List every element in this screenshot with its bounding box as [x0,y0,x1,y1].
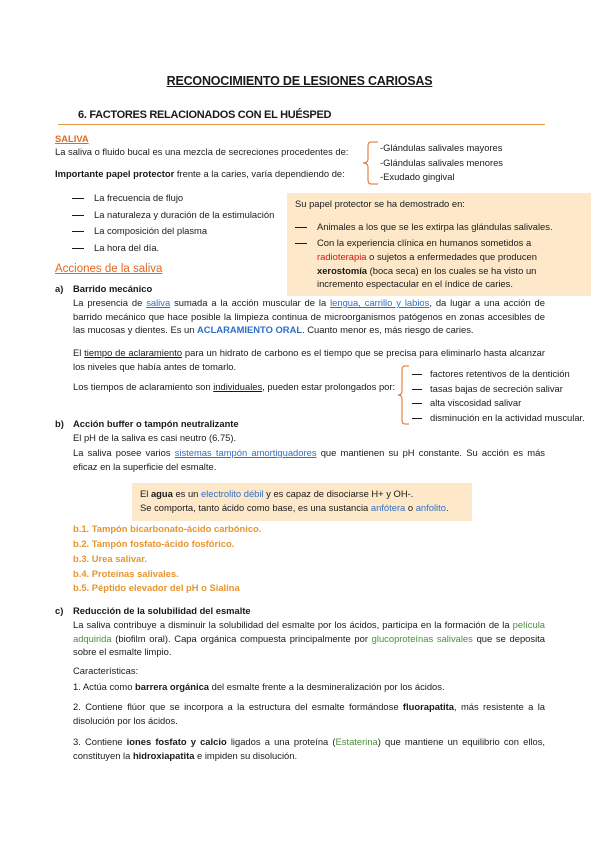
item-a-paragraph-3: Los tiempos de aclaramiento son individuales, pueden estar prolongados por: [73,381,396,392]
characteristic-3: 3. Contiene iones fosfato y calcio ligados a una proteína (Estaterina) que mantiene un equilibrio con ellos, constituyen la hidroxiapatita e impiden su disolución. [73,736,545,761]
list-item: b.3. Urea salivar. [73,552,148,564]
dash-marker [72,215,84,216]
water-note-box [132,483,472,521]
list-item: factores retentivos de la dentición [412,367,598,381]
item-c-paragraph-1: La saliva contribuye a disminuir la solubilidad del esmalte por los ácidos, participa en la formación de la película adquirida (biofilm oral). Capa orgánica compuesta principalmente por glucoproteínas salivales que se deposita sobre el esmalte limpio. [73,619,545,658]
acciones-heading: Acciones de la saliva [55,263,163,275]
intro-line: La saliva o fluido bucal es una mezcla de secreciones procedentes de: [55,146,349,157]
list-item: b.2. Tampón fosfato-ácido fosfórico. [73,537,235,549]
list-item: La frecuencia de flujo [72,191,292,205]
note-heading: Su papel protector se ha demostrado en: [295,198,465,209]
item-b-heading: b) Acción buffer o tampón neutralizante [55,418,239,429]
list-item: disminución en la actividad muscular. [412,411,598,425]
list-item: b.1. Tampón bicarbonato-ácido carbónico. [73,523,262,534]
dash-marker [412,389,422,390]
section-rule [58,124,545,125]
list-item: La composición del plasma [72,224,292,238]
item-b-paragraph-2: La saliva posee varios sistemas tampón amortiguadores que mantienen su pH constante. Su acción es más eficaz en la superficie del esmalte. [73,447,545,472]
characteristics-label: Características: [73,665,139,676]
gland-item: -Glándulas salivales mayores [380,142,503,153]
note-box [287,193,591,296]
dash-marker [72,198,84,199]
list-item: alta viscosidad salivar [412,396,598,410]
list-item: La naturaleza y duración de la estimulación [72,208,292,222]
factors-list [72,191,292,255]
prolong-brace [397,364,411,426]
list-item: La hora del día. [72,241,292,255]
saliva-label: SALIVA [55,133,89,144]
dash-marker [72,248,84,249]
page-title: RECONOCIMIENTO DE LESIONES CARIOSAS [166,74,433,88]
item-a-paragraph-2: El tiempo de aclaramiento para un hidrato de carbono es el tiempo que se precisa para eliminarlo hasta alcanzar los niveles que había antes de tomarlo. [73,347,545,372]
water-note-line-1: El agua es un electrolito débil y es capaz de disociarse H+ y OH-. [140,488,414,499]
dash-marker [412,403,422,404]
protector-line: Importante papel protector frente a la caries, varía dependiendo de: [55,168,345,179]
item-a-paragraph-1: La presencia de saliva sumada a la acción muscular de la lengua, carrillo y labios, da lugar a una acción de barrido mecánico que hace posible la limpieza continua de microorganismos patógenos en zonas accesibles de las mucosas y dientes. Es un ACLARAMIENTO ORAL. Cuanto menor es, más riesgo de caries. [73,297,545,336]
glands-list [380,141,503,184]
item-a-heading: a) Barrido mecánico [55,283,153,294]
dash-marker [412,418,422,419]
buffer-list [73,522,261,596]
item-b-paragraph-1: El pH de la saliva es casi neutro (6.75). [73,432,237,443]
gland-item: -Exudado gingival [380,171,455,183]
characteristic-1: 1. Actúa como barrera orgánica del esmalte frente a la desmineralización por los ácidos. [73,681,445,692]
water-note-line-2: Se comporta, tanto ácido como base, es una sustancia anfótera o anfolito. [140,501,449,513]
section-heading: 6. FACTORES RELACIONADOS CON EL HUÉSPED [78,109,332,121]
dash-marker [412,374,422,375]
dash-marker [295,227,307,228]
dash-marker [295,243,307,244]
list-item: b.4. Proteínas salivales. [73,567,179,579]
note-item: Animales a los que se les extirpa las glándulas salivales. [295,220,583,234]
characteristic-2: 2. Contiene flúor que se incorpora a la estructura del esmalte formándose fluorapatita, más resistente a la disolución por los ácidos. [73,701,545,726]
list-item: tasas bajas de secreción salivar [412,382,598,396]
list-item: b.5. Péptido elevador del pH o Sialina [73,582,240,594]
dash-marker [72,231,84,232]
note-item: Con la experiencia clínica en humanos sometidos a radioterapia o sujetos a enfermedades que producen xerostomía (boca seca) en los cuales se ha visto un incremento espectacular en el índice de caries. [295,236,583,291]
item-c-heading: c) Reducción de la solubilidad del esmalte [55,605,251,616]
gland-item: -Glándulas salivales menores [380,156,503,168]
prolong-list [412,367,598,425]
